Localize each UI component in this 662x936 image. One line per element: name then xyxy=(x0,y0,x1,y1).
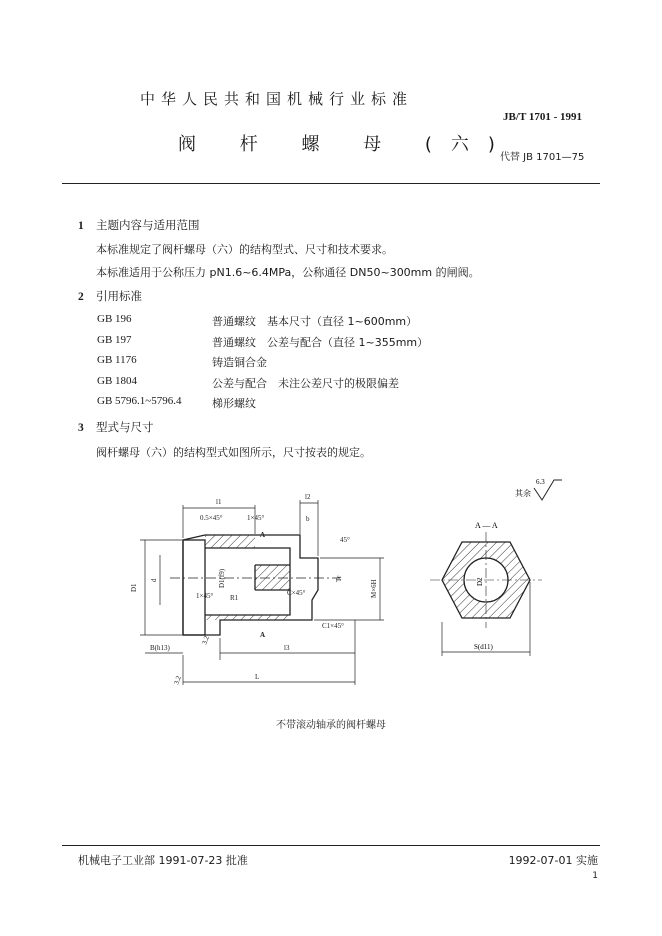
approval-note: 机械电子工业部 1991-07-23 批准 xyxy=(78,854,248,867)
chamfer-C: C×45° xyxy=(287,589,306,597)
section-mark-bottom: A xyxy=(260,631,266,639)
dim-D1: D1 xyxy=(130,583,138,592)
reference-title: 梯形螺纹 xyxy=(212,397,256,410)
dim-l1: l1 xyxy=(216,498,222,506)
section-1-paragraph-1: 本标准规定了阀杆螺母（六）的结构型式、尺寸和技术要求。 xyxy=(96,243,393,256)
reference-title: 铸造铜合金 xyxy=(212,356,267,369)
page-number: 1 xyxy=(592,871,598,881)
reference-code: GB 5796.1~5796.4 xyxy=(97,395,182,407)
dim-D1f9: D1(f9) xyxy=(218,568,226,588)
chamfer-a: 0.5×45° xyxy=(200,514,223,522)
chamfer-c: 1×45° xyxy=(196,592,214,600)
reference-title: 普通螺纹 基本尺寸（直径 1~600mm） xyxy=(212,315,418,328)
reference-code: GB 197 xyxy=(97,334,132,346)
section-mark-top: A xyxy=(260,531,266,539)
dim-b: b xyxy=(306,515,310,523)
thread-M: M×6H xyxy=(370,579,378,598)
header-rule xyxy=(62,183,600,184)
figure-caption: 不带滚动轴承的阀杆螺母 xyxy=(276,720,386,731)
dim-L: L xyxy=(255,673,260,681)
roughness-small: 3.2 xyxy=(200,634,211,646)
section-1-heading: 1 主题内容与适用范围 xyxy=(78,218,200,232)
reference-code: GB 1176 xyxy=(97,354,137,366)
radius-R1: R1 xyxy=(230,594,239,602)
reference-title: 公差与配合 未注公差尺寸的极限偏差 xyxy=(212,377,399,390)
thread-Tr: Tr xyxy=(335,575,343,582)
document-title: 阀 杆 螺 母 (六) xyxy=(178,134,514,155)
dim-S: S(d11) xyxy=(474,643,493,651)
chamfer-C1: C1×45° xyxy=(322,622,344,630)
section-label: A — A xyxy=(475,521,498,530)
section-2-heading: 2 引用标准 xyxy=(78,289,142,303)
roughness-main: 6.3 xyxy=(536,478,545,486)
implementation-date: 1992-07-01 实施 xyxy=(508,854,598,867)
reference-title: 普通螺纹 公差与配合（直径 1~355mm） xyxy=(212,336,429,349)
section-3-heading: 3 型式与尺寸 xyxy=(78,420,154,434)
issuing-organization: 中华人民共和国机械行业标准 xyxy=(140,90,414,108)
dim-d: d xyxy=(150,578,158,582)
roughness-small-b: 3.2 xyxy=(172,674,183,686)
standard-number: JB/T 1701 - 1991 xyxy=(503,111,582,123)
section-3-paragraph-1: 阀杆螺母（六）的结构型式如图所示，尺寸按表的规定。 xyxy=(96,446,371,459)
dim-B: B(h13) xyxy=(150,644,170,652)
section-aa-view xyxy=(430,532,542,656)
dimension-lines xyxy=(140,500,384,685)
dim-l3: l3 xyxy=(284,644,290,652)
angle-45: 45° xyxy=(340,536,350,544)
chamfer-b: 1×45° xyxy=(247,514,265,522)
dim-l2: l2 xyxy=(305,493,311,501)
dim-D2: D2 xyxy=(476,577,484,586)
replaces-note: 代替 JB 1701—75 xyxy=(500,152,585,163)
surface-note: 其余 xyxy=(515,489,531,498)
stem-nut-drawing xyxy=(0,470,662,710)
footer-rule xyxy=(62,845,600,846)
reference-code: GB 1804 xyxy=(97,375,138,387)
reference-code: GB 196 xyxy=(97,313,132,325)
section-1-paragraph-2: 本标准适用于公称压力 pN1.6~6.4MPa，公称通径 DN50~300mm 的闸阀。 xyxy=(96,266,480,279)
